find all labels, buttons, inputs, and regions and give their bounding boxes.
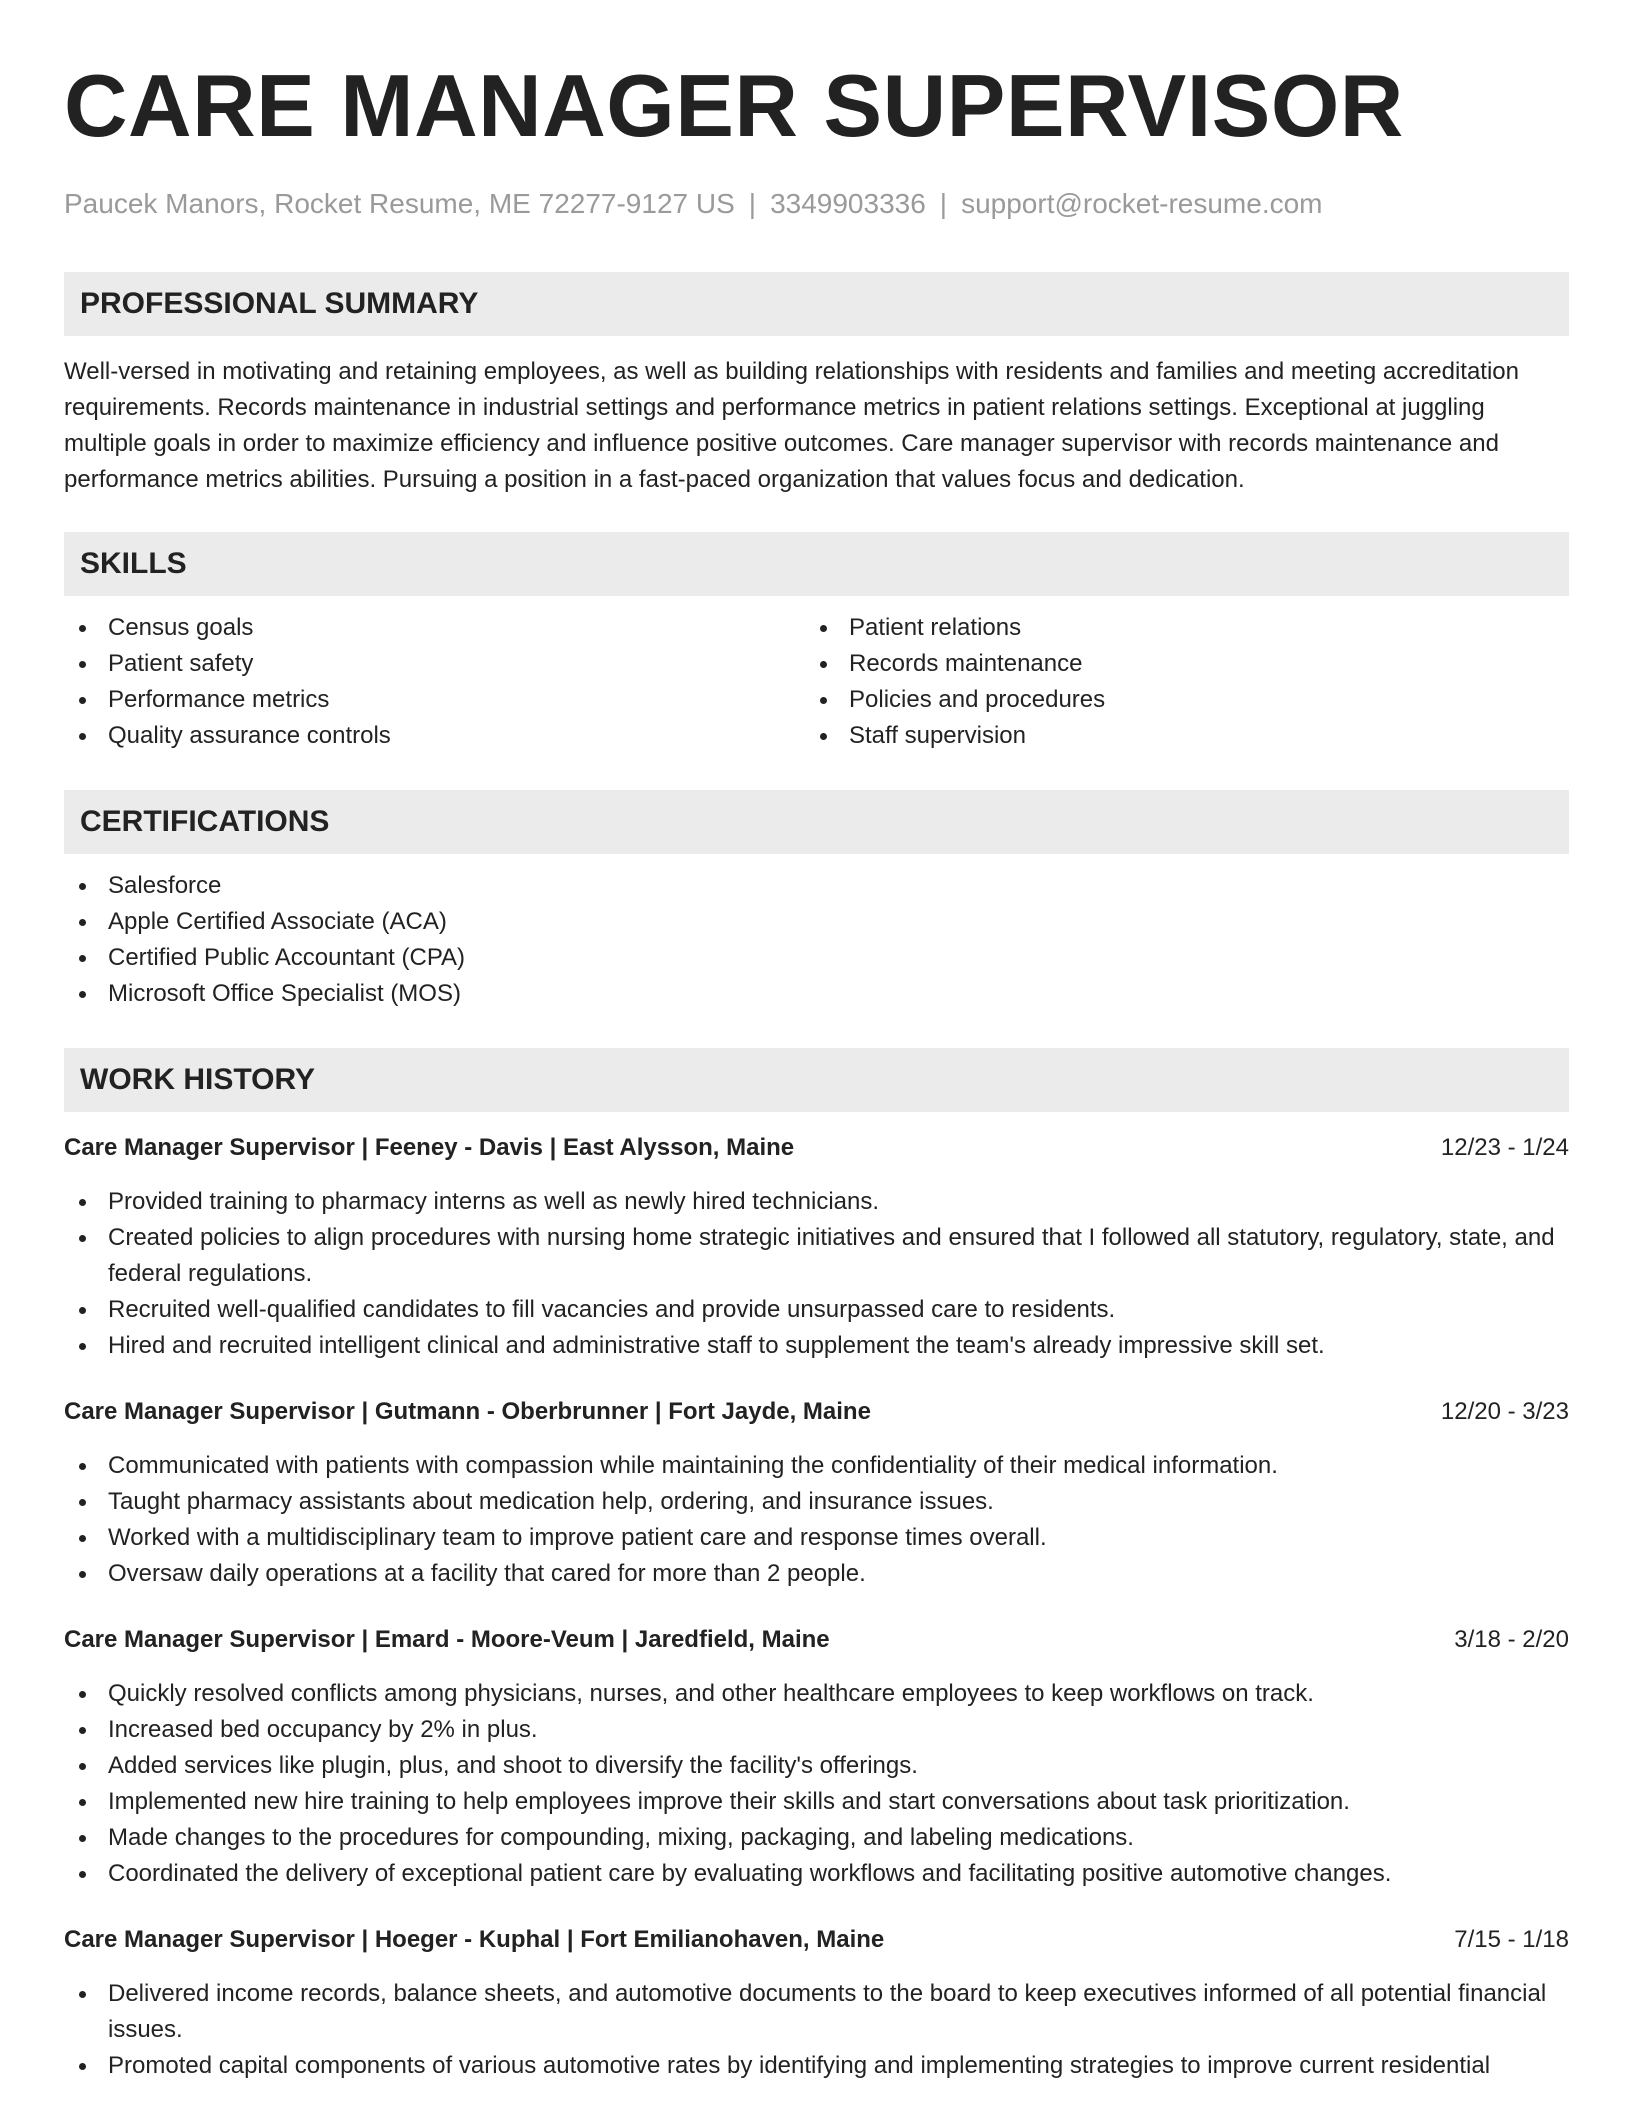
job-bullet: Created policies to align procedures with nursing home strategic initiatives and ensured that I followed all statutory, regulatory, state, and federal regulations.: [64, 1220, 1569, 1292]
job-bullets: [64, 1976, 1569, 2084]
job-bullet: Taught pharmacy assistants about medication help, ordering, and insurance issues.: [64, 1484, 1569, 1520]
contact-separator: |: [939, 188, 948, 219]
job-dates: 12/20 - 3/23: [1440, 1398, 1569, 1425]
job-bullet: Hired and recruited intelligent clinical and administrative staff to supplement the team's already impressive skill set.: [64, 1328, 1569, 1364]
contact-line: [64, 186, 1569, 222]
job-bullet: Promoted capital components of various automotive rates by identifying and implementing strategies to improve current residential: [64, 2048, 1569, 2084]
skill-item: Quality assurance controls: [64, 718, 805, 754]
job-bullet: Added services like plugin, plus, and shoot to diversify the facility's offerings.: [64, 1748, 1569, 1784]
professional-summary-heading: PROFESSIONAL SUMMARY: [64, 272, 1569, 336]
contact-email: support@rocket-resume.com: [961, 188, 1323, 219]
skill-item: Records maintenance: [805, 646, 1569, 682]
job-dates: 12/23 - 1/24: [1440, 1134, 1569, 1161]
contact-phone: 3349903336: [770, 188, 926, 219]
skill-item: Staff supervision: [805, 718, 1569, 754]
job-header: [64, 1130, 1569, 1166]
professional-summary-text: Well-versed in motivating and retaining employees, as well as building relationships with residents and families and meeting accreditation requirements. Records maintenance in industrial settings and performance metrics in patient relations settings. Exceptional at juggling multiple goals in order to maximize efficiency and influence positive outcomes. Care manager supervisor with records maintenance and performance metrics abilities. Pursuing a position in a fast-paced organization that values focus and dedication.: [64, 358, 1519, 493]
skills-left-column: [64, 610, 805, 754]
job-dates: 7/15 - 1/18: [1454, 1926, 1569, 1953]
skill-item: Census goals: [64, 610, 805, 646]
job-entry: [64, 1130, 1569, 1364]
work-history-heading: WORK HISTORY: [64, 1048, 1569, 1112]
skill-item: Patient relations: [805, 610, 1569, 646]
job-header: [64, 1394, 1569, 1430]
job-bullets: [64, 1676, 1569, 1892]
certification-item: Microsoft Office Specialist (MOS): [64, 976, 1569, 1012]
job-bullets: [64, 1448, 1569, 1592]
certifications-list: [64, 868, 1569, 1012]
job-entry: [64, 1922, 1569, 2084]
job-bullet: Made changes to the procedures for compounding, mixing, packaging, and labeling medications.: [64, 1820, 1569, 1856]
job-bullet: Provided training to pharmacy interns as well as newly hired technicians.: [64, 1184, 1569, 1220]
job-bullet: Quickly resolved conflicts among physicians, nurses, and other healthcare employees to keep workflows on track.: [64, 1676, 1569, 1712]
job-bullet: Communicated with patients with compassion while maintaining the confidentiality of their medical information.: [64, 1448, 1569, 1484]
contact-address: Paucek Manors, Rocket Resume, ME 72277-9127 US: [64, 188, 735, 219]
job-dates: 3/18 - 2/20: [1454, 1626, 1569, 1653]
job-entry: [64, 1622, 1569, 1892]
skills-right-column: [805, 610, 1569, 754]
skills-grid: [64, 610, 1569, 754]
job-bullet: Worked with a multidisciplinary team to improve patient care and response times overall.: [64, 1520, 1569, 1556]
skill-item: Performance metrics: [64, 682, 805, 718]
skills-heading: SKILLS: [64, 532, 1569, 596]
job-header: [64, 1922, 1569, 1958]
job-title: Care Manager Supervisor | Emard - Moore-Veum | Jaredfield, Maine: [64, 1626, 830, 1653]
contact-separator: |: [748, 188, 757, 219]
certification-item: Certified Public Accountant (CPA): [64, 940, 1569, 976]
job-title: Care Manager Supervisor | Gutmann - Oberbrunner | Fort Jayde, Maine: [64, 1398, 871, 1425]
job-header: [64, 1622, 1569, 1658]
job-entry: [64, 1394, 1569, 1592]
job-bullet: Increased bed occupancy by 2% in plus.: [64, 1712, 1569, 1748]
job-bullet: Oversaw daily operations at a facility that cared for more than 2 people.: [64, 1556, 1569, 1592]
job-title: Care Manager Supervisor | Feeney - Davis | East Alysson, Maine: [64, 1134, 795, 1161]
certification-item: Apple Certified Associate (ACA): [64, 904, 1569, 940]
job-bullets: [64, 1184, 1569, 1364]
skill-item: Patient safety: [64, 646, 805, 682]
certifications-heading: CERTIFICATIONS: [64, 790, 1569, 854]
job-bullet: Coordinated the delivery of exceptional patient care by evaluating workflows and facilitating positive automotive changes.: [64, 1856, 1569, 1892]
job-bullet: Implemented new hire training to help employees improve their skills and start conversations about task prioritization.: [64, 1784, 1569, 1820]
certification-item: Salesforce: [64, 868, 1569, 904]
job-bullet: Delivered income records, balance sheets, and automotive documents to the board to keep executives informed of all potential financial issues.: [64, 1976, 1569, 2048]
candidate-name: CARE MANAGER SUPERVISOR: [64, 56, 1404, 155]
skill-item: Policies and procedures: [805, 682, 1569, 718]
job-title: Care Manager Supervisor | Hoeger - Kuphal | Fort Emilianohaven, Maine: [64, 1926, 885, 1953]
job-bullet: Recruited well-qualified candidates to fill vacancies and provide unsurpassed care to residents.: [64, 1292, 1569, 1328]
